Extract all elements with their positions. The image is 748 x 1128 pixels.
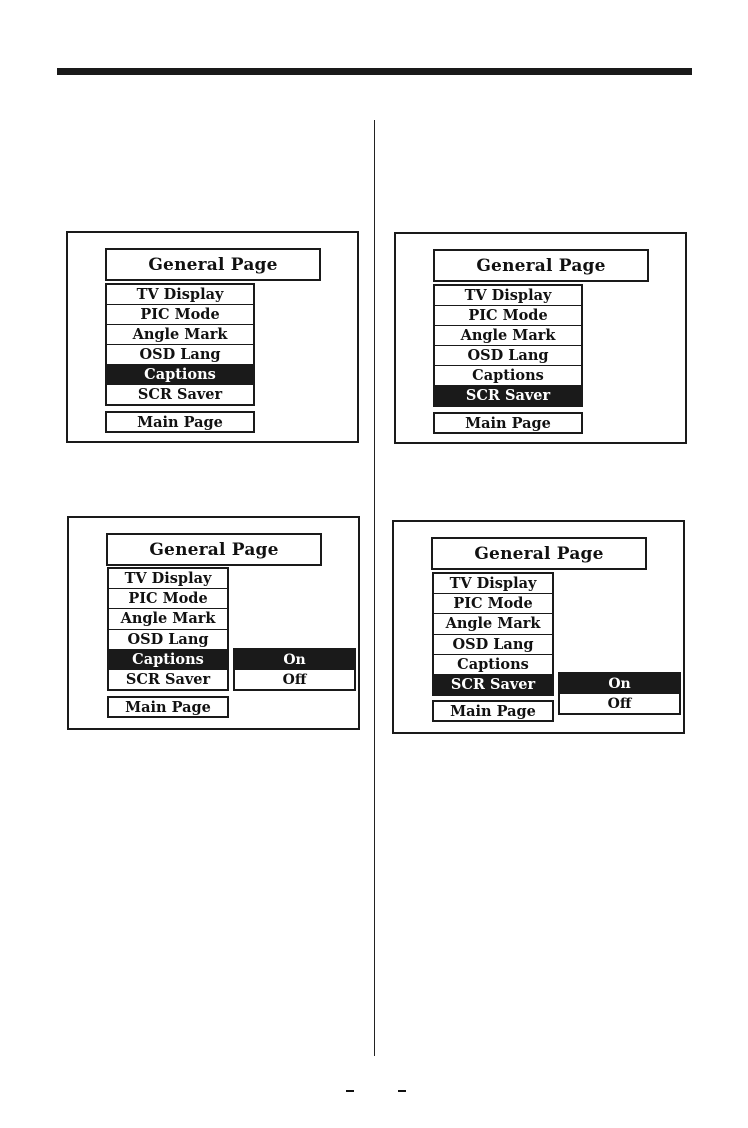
option-on[interactable]: On <box>560 674 679 693</box>
menu-item-angle-mark[interactable]: Angle Mark <box>435 325 581 345</box>
menu-item-pic-mode[interactable]: PIC Mode <box>109 588 227 608</box>
menu-item-osd-lang[interactable]: OSD Lang <box>109 629 227 649</box>
option-off[interactable]: Off <box>560 693 679 713</box>
menu-item-pic-mode[interactable]: PIC Mode <box>434 593 552 613</box>
menu-item-pic-mode[interactable]: PIC Mode <box>435 305 581 325</box>
page-title: General Page <box>433 249 649 282</box>
menu-item-osd-lang[interactable]: OSD Lang <box>434 634 552 654</box>
osd-panel-captions <box>66 231 359 443</box>
footer-dash-right <box>398 1090 406 1092</box>
osd-panel-captions-submenu <box>67 516 360 730</box>
menu-item-captions[interactable]: Captions <box>109 649 227 669</box>
menu-item-angle-mark[interactable]: Angle Mark <box>109 608 227 628</box>
menu-item-pic-mode[interactable]: PIC Mode <box>107 304 253 324</box>
main-page-button[interactable]: Main Page <box>107 696 229 718</box>
column-divider <box>374 120 375 1056</box>
page-title: General Page <box>431 537 647 570</box>
option-on[interactable]: On <box>235 650 354 669</box>
option-off[interactable]: Off <box>235 669 354 689</box>
top-rule <box>57 68 692 75</box>
footer-dash-left <box>346 1090 354 1092</box>
menu-list <box>432 572 554 696</box>
menu-item-scr-saver[interactable]: SCR Saver <box>434 674 552 694</box>
menu-item-scr-saver[interactable]: SCR Saver <box>107 384 253 404</box>
main-page-button[interactable]: Main Page <box>105 411 255 433</box>
menu-item-tv-display[interactable]: TV Display <box>124 570 212 588</box>
menu-item-tv-display[interactable]: TV Display <box>449 575 537 593</box>
menu-item-osd-lang[interactable]: OSD Lang <box>435 345 581 365</box>
menu-item-captions[interactable]: Captions <box>435 365 581 385</box>
scr-saver-options <box>558 672 681 715</box>
main-page-button[interactable]: Main Page <box>432 700 554 722</box>
menu-item-captions[interactable]: Captions <box>107 364 253 384</box>
menu-item-angle-mark[interactable]: Angle Mark <box>107 324 253 344</box>
osd-panel-scr-saver <box>394 232 687 444</box>
menu-item-osd-lang[interactable]: OSD Lang <box>107 344 253 364</box>
menu-item-scr-saver[interactable]: SCR Saver <box>109 669 227 689</box>
page-title: General Page <box>106 533 322 566</box>
menu-list <box>107 567 229 691</box>
menu-list <box>433 284 583 407</box>
menu-item-tv-display[interactable]: TV Display <box>136 286 224 303</box>
menu-item-scr-saver[interactable]: SCR Saver <box>435 385 581 405</box>
menu-list <box>105 283 255 406</box>
page-title: General Page <box>105 248 321 281</box>
menu-item-tv-display[interactable]: TV Display <box>464 287 552 304</box>
main-page-button[interactable]: Main Page <box>433 412 583 434</box>
captions-options <box>233 648 356 691</box>
menu-item-captions[interactable]: Captions <box>434 654 552 674</box>
osd-panel-scr-saver-submenu <box>392 520 685 734</box>
menu-item-angle-mark[interactable]: Angle Mark <box>434 613 552 633</box>
